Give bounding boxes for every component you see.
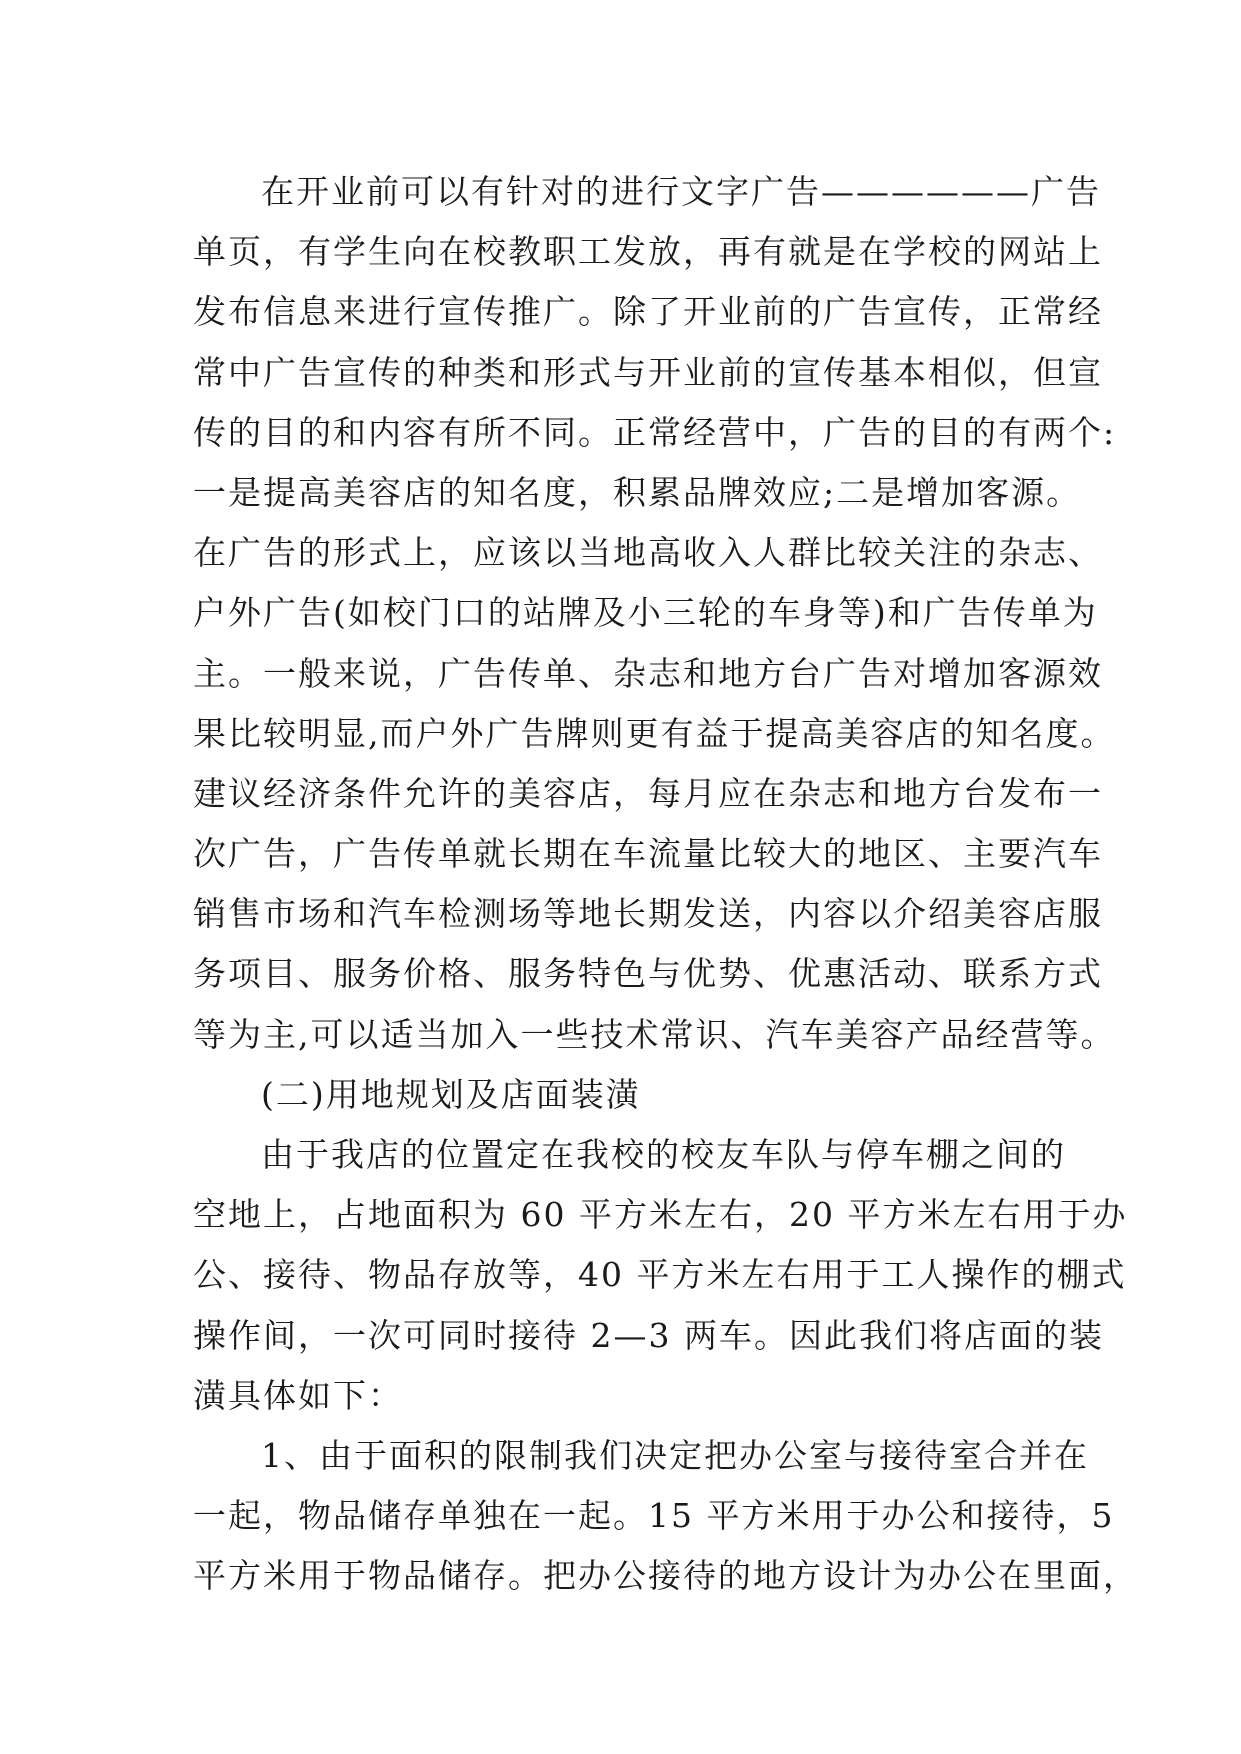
list-item: 1、由于面积的限制我们决定把办公室与接待室合并在 <box>261 1435 1089 1475</box>
text-line: 由于我店的位置定在我校的校友车队与停车棚之间的 <box>261 1135 1066 1174</box>
text-line: 果比较明显,而户外广告牌则更有益于提高美容店的知名度。 <box>193 713 1116 753</box>
text-line: 次广告，广告传单就长期在车流量比较大的地区、主要汽车 <box>193 834 1103 874</box>
text-line: 平方米用于物品储存。把办公接待的地方设计为办公在里面， <box>193 1556 1138 1596</box>
text-line: 在广告的形式上，应该以当地高收入人群比较关注的杂志、 <box>193 533 1103 573</box>
text-line: 潢具体如下： <box>193 1375 403 1415</box>
text-line: 户外广告(如校门口的站牌及小三轮的车身等)和广告传单为 <box>193 593 1098 633</box>
section-heading: (二)用地规划及店面装潢 <box>261 1074 641 1114</box>
document-body <box>193 162 1138 1607</box>
text-line: 建议经济条件允许的美容店，每月应在杂志和地方台发布一 <box>193 773 1103 813</box>
text-line: 常中广告宣传的种类和形式与开业前的宣传基本相似，但宣 <box>193 352 1103 392</box>
text-line: 公、接待、物品存放等，40 平方米左右用于工人操作的棚式 <box>193 1255 1127 1295</box>
text-line: 主。一般来说，广告传单、杂志和地方台广告对增加客源效 <box>193 653 1103 693</box>
text-line: 一是提高美容店的知名度，积累品牌效应;二是增加客源。 <box>193 472 1082 512</box>
text-line: 一起，物品储存单独在一起。15 平方米用于办公和接待，5 <box>193 1496 1115 1536</box>
text-line: 销售市场和汽车检测场等地长期发送，内容以介绍美容店服 <box>193 894 1103 934</box>
text-line: 在开业前可以有针对的进行文字广告——————广告 <box>261 172 1101 211</box>
text-line: 等为主,可以适当加入一些技术常识、汽车美容产品经营等。 <box>193 1014 1116 1054</box>
text-line: 操作间，一次可同时接待 2—3 两车。因此我们将店面的装 <box>193 1315 1104 1355</box>
text-line: 空地上，占地面积为 60 平方米左右，20 平方米左右用于办 <box>193 1195 1128 1235</box>
text-line: 传的目的和内容有所不同。正常经营中，广告的目的有两个: <box>193 412 1117 452</box>
text-line: 务项目、服务价格、服务特色与优势、优惠活动、联系方式 <box>193 954 1103 994</box>
text-line: 发布信息来进行宣传推广。除了开业前的广告宣传，正常经 <box>193 292 1103 332</box>
text-line: 单页，有学生向在校教职工发放，再有就是在学校的网站上 <box>193 232 1103 272</box>
